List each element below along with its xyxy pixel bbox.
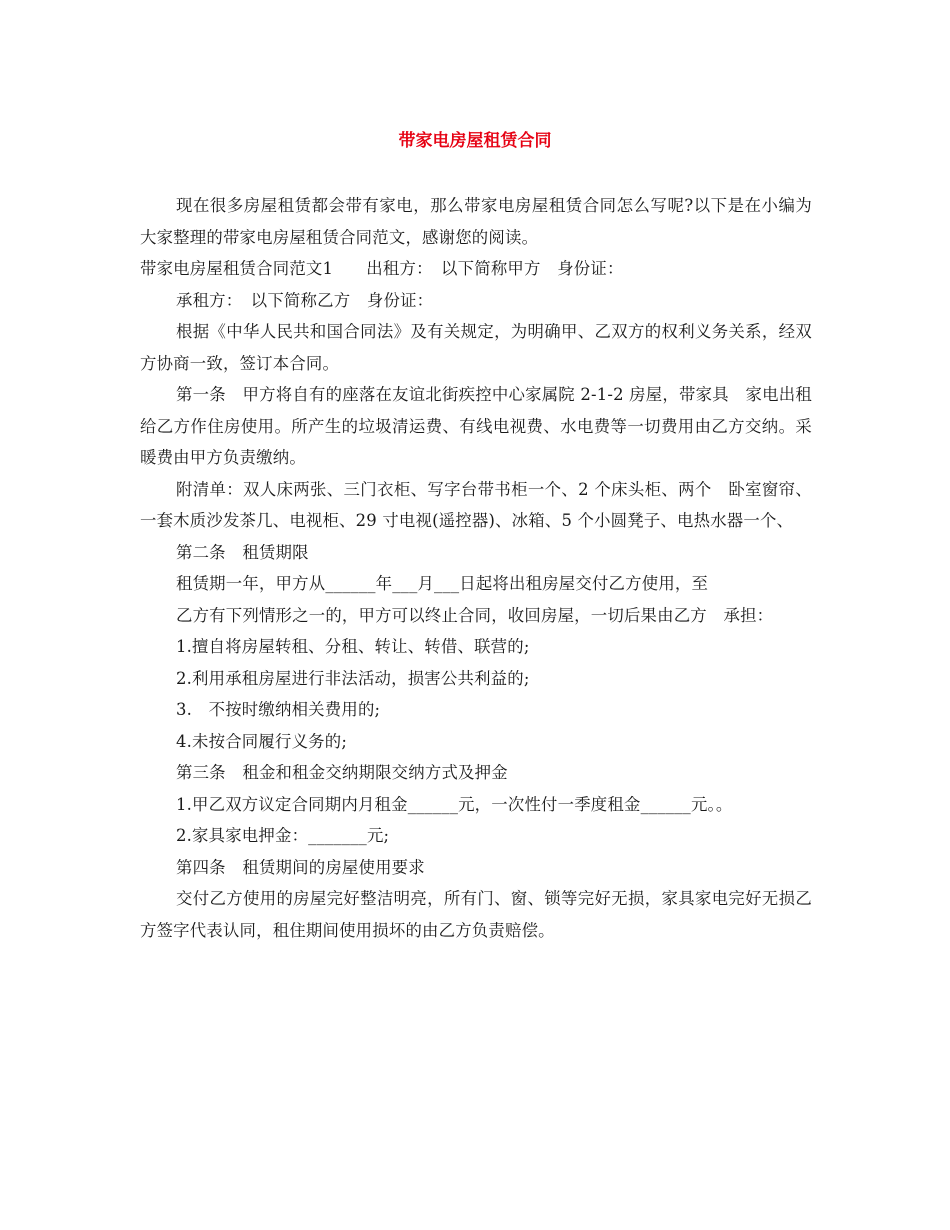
paragraph: 第一条 甲方将自有的座落在友谊北街疾控中心家属院 2-1-2 房屋，带家具 家电出租给乙方作住房使用。所产生的垃圾清运费、有线电视费、水电费等一切费用由乙方交纳。采暖费由甲方负责缴纳。 xyxy=(140,385,812,467)
paragraph: 带家电房屋租赁合同范文1 出租方： 以下简称甲方 身份证： xyxy=(140,259,624,278)
paragraph: 3. 不按时缴纳相关费用的; xyxy=(176,700,381,719)
paragraph: 第四条 租赁期间的房屋使用要求 xyxy=(176,857,425,877)
document-title: 带家电房屋租赁合同 xyxy=(398,131,552,151)
paragraph: 租赁期一年，甲方从______年___月___日起将出租房屋交付乙方使用，至 xyxy=(176,574,709,593)
paragraph: 交付乙方使用的房屋完好整洁明亮，所有门、窗、锁等完好无损，家具家电完好无损乙方签字代表认同，租住期间使用损坏的由乙方负责赔偿。 xyxy=(140,889,812,940)
paragraph: 第三条 租金和租金交纳期限交纳方式及押金 xyxy=(176,763,508,782)
paragraph: 乙方有下列情形之一的，甲方可以终止合同，收回房屋，一切后果由乙方 承担： xyxy=(176,605,774,625)
paragraph: 第二条 租赁期限 xyxy=(176,542,309,562)
paragraph: 现在很多房屋租赁都会带有家电，那么带家电房屋租赁合同怎么写呢?以下是在小编为大家整理的带家电房屋租赁合同范文，感谢您的阅读。 xyxy=(140,196,812,247)
paragraph: 根据《中华人民共和国合同法》及有关规定，为明确甲、乙双方的权利义务关系，经双方协商一致，签订本合同。 xyxy=(140,322,812,373)
paragraph: 附清单：双人床两张、三门衣柜、写字台带书柜一个、2 个床头柜、两个 卧室窗帘、一套木质沙发茶几、电视柜、29 寸电视(遥控器)、冰箱、5 个小圆凳子、电热水器一个、 xyxy=(140,479,812,530)
paragraph: 4.未按合同履行义务的; xyxy=(176,731,348,751)
document-body xyxy=(140,190,812,946)
paragraph: 承租方： 以下简称乙方 身份证： xyxy=(176,290,434,310)
paragraph: 2.利用承租房屋进行非法活动，损害公共利益的; xyxy=(176,668,530,688)
paragraph: 1.甲乙双方议定合同期内月租金______元，一次性付一季度租金______元。。 xyxy=(176,794,733,814)
paragraph: 2.家具家电押金：_______元; xyxy=(176,826,390,845)
paragraph: 1.擅自将房屋转租、分租、转让、转借、联营的; xyxy=(176,637,530,656)
